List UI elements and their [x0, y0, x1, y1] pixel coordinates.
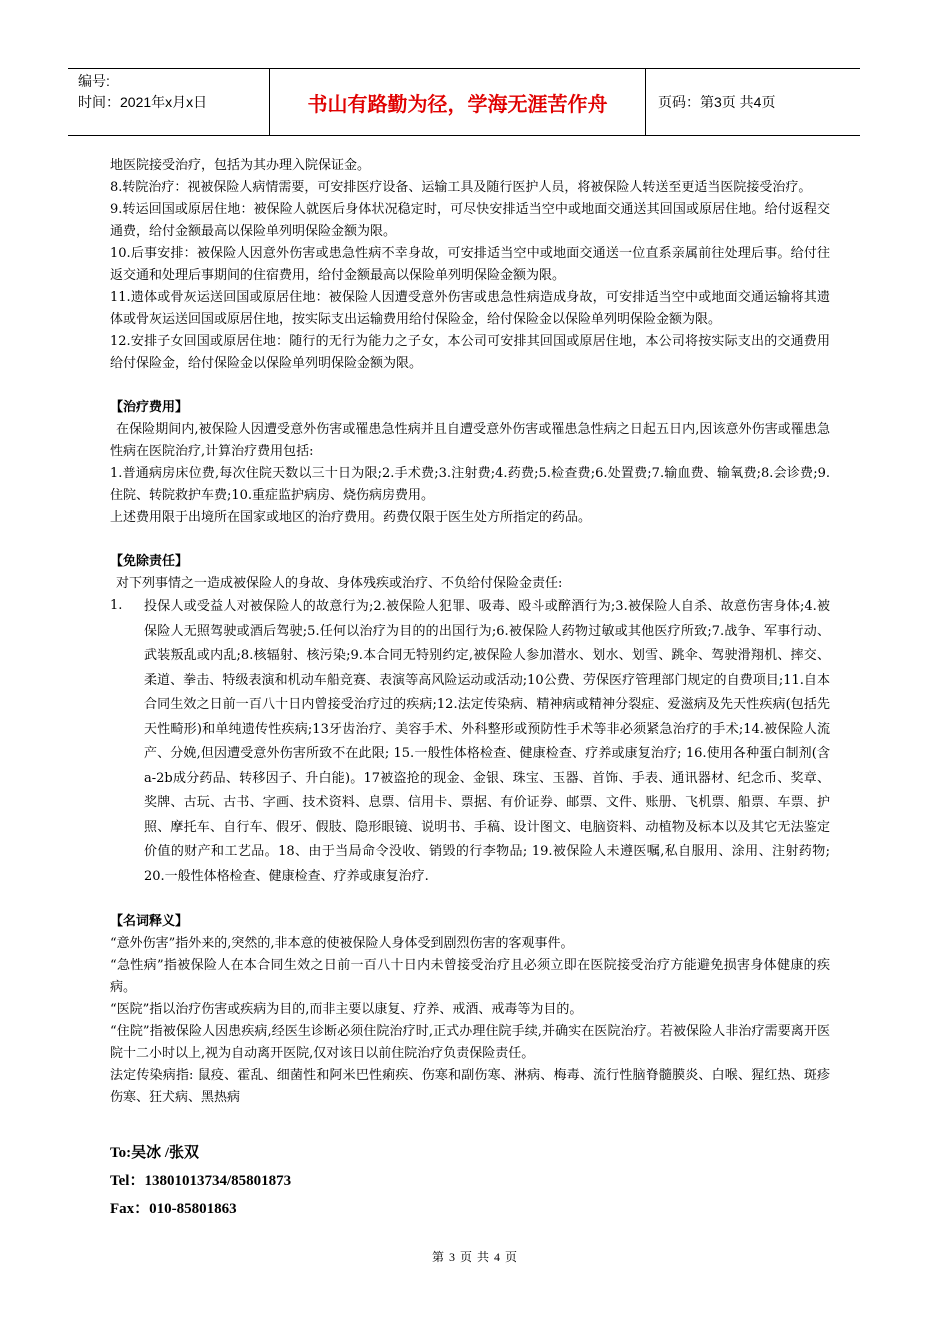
page-header — [68, 68, 860, 136]
assist-paragraph: 12.安排子女回国或原居住地：随行的无行为能力之子女，本公司可安排其回国或原居住地，本公司将按实际支出的交通费用给付保险金，给付保险金以保险单列明保险金额为限。 — [110, 334, 830, 371]
contact-to: To:吴冰 /张双 — [110, 1145, 200, 1161]
contact-fax: Fax：010-85801863 — [110, 1201, 237, 1217]
exclusion-list-item — [110, 595, 830, 889]
assist-paragraph: 8.转院治疗：视被保险人病情需要，可安排医疗设备、运输工具及随行医护人员，将被保险人转送至更适当医院接受治疗。 — [110, 180, 812, 195]
glossary-item: 法定传染病指: 鼠疫、霍乱、细菌性和阿米巴性痢疾、伤寒和副伤寒、淋病、梅毒、流行性脑脊髓膜炎、白喉、猩红热、斑疹伤寒、狂犬病、黑热病 — [110, 1068, 830, 1105]
page-number-label: 页码：第3页 共4页 — [658, 94, 776, 110]
document-body — [110, 155, 830, 1109]
number-label: 编号: — [78, 73, 110, 89]
assist-paragraph: 11.遗体或骨灰运送回国或原居住地：被保险人因遭受意外伤害或患急性病造成身故，可安排适当空中或地面交通运输将其遗体或骨灰运送回国或原居住地，按实际支出运输费用给付保险金，给付保险金以保险单列明保险金额为限。 — [110, 290, 830, 327]
exclusion-text: 投保人或受益人对被保险人的故意行为;2.被保险人犯罪、吸毒、殴斗或醉酒行为;3.被保险人自杀、故意伤害身体;4.被保险人无照驾驶或酒后驾驶;5.任何以治疗为目的的出国行为;6.被保险人药物过敏或其他医疗所致;7.战争、军事行动、武装叛乱或内乱;8.核辐射、核污染;9.本合同无特别约定,被保险人参加潜水、划水、划雪、跳伞、驾驶滑翔机、摔交、柔道、拳击、特级表演和机动车船竞赛、表演等高风险运动或活动;10公费、劳保医疗管理部门规定的自费项目;11.自本合同生效之日前一百八十日内曾接受治疗过的疾病;12.法定传染病、精神病或精神分裂症、爱滋病及先天性疾病(包括先天性畸形)和单纯遗传性疾病;13牙齿治疗、美容手术、外科整形或预防性手术等非必须紧急治疗的手术;14.被保险人流产、分娩,但因遭受意外伤害所致不在此限; 15.一般性体格检查、健康检查、疗养或康复治疗; 16.使用各种蛋白制剂(含a-2b成分药品、转移因子、升白能)。17被盗抢的现金、金银、珠宝、玉器、首饰、手表、通讯器材、纪念币、奖章、奖牌、古玩、古书、字画、技术资料、息票、信用卡、票据、有价证券、邮票、文件、账册、飞机票、船票、车票、护照、摩托车、自行车、假牙、假肢、隐形眼镜、说明书、手稿、设计图文、电脑资料、动植物及标本以及其它无法鉴定价值的财产和工艺品。18、由于当局命令没收、销毁的行李物品; 19.被保险人未遵医嘱,私自服用、涂用、注射药物; 20.一般性体格检查、健康检查、疗养或康复治疗. — [144, 599, 830, 884]
exclusion-intro: 对下列事情之一造成被保险人的身故、身体残疾或治疗、不负给付保险金责任: — [116, 576, 563, 591]
glossary-section-title: 【名词释义】 — [110, 914, 189, 929]
glossary-item: “急性病”指被保险人在本合同生效之日前一百八十日内未曾接受治疗且必须立即在医院接受治疗方能避免损害身体健康的疾病。 — [110, 958, 830, 995]
medical-intro: 在保险期间内,被保险人因遭受意外伤害或罹患急性病并且自遭受意外伤害或罹患急性病之日起五日内,因该意外伤害或罹患急性病在医院治疗,计算治疗费用包括: — [110, 422, 830, 459]
assist-paragraph: 10.后事安排：被保险人因意外伤害或患急性病不幸身故，可安排适当空中或地面交通送一位直系亲属前往处理后事。给付往返交通和处理后事期间的住宿费用，给付金额最高以保险单列明保险金额为限。 — [110, 246, 830, 283]
assist-paragraph: 9.转运回国或原居住地：被保险人就医后身体状况稳定时，可尽快安排适当空中或地面交通送其回国或原居住地。给付返程交通费，给付金额最高以保险单列明保险金额为限。 — [110, 202, 830, 239]
assist-paragraph: 地医院接受治疗，包括为其办理入院保证金。 — [110, 158, 371, 173]
glossary-item: “医院”指以治疗伤害或疾病为目的,而非主要以康复、疗养、戒酒、戒毒等为目的。 — [110, 1002, 583, 1017]
page-footer: 第 3 页 共 4 页 — [431, 1250, 518, 1264]
contact-block — [110, 1139, 291, 1223]
contact-tel: Tel：13801013734/85801873 — [110, 1173, 292, 1189]
medical-section-title: 【治疗费用】 — [110, 400, 189, 415]
header-meta — [68, 69, 270, 135]
list-number: 1. — [110, 598, 123, 613]
glossary-item: “意外伤害”指外来的,突然的,非本意的使被保险人身体受到剧烈伤害的客观事件。 — [110, 936, 574, 951]
medical-items: 1.普通病房床位费,每次住院天数以三十日为限;2.手术费;3.注射费;4.药费;5.检查费;6.处置费;7.输血费、输氧费;8.会诊费;9.住院、转院救护车费;10.重症监护病房、烧伤病房费用。 — [110, 466, 830, 503]
time-label: 时间：2021年x月x日 — [78, 94, 208, 110]
header-motto: 书山有路勤为径，学海无涯苦作舟 — [270, 69, 646, 135]
exclusion-section-title: 【免除责任】 — [110, 554, 189, 569]
glossary-item: “住院”指被保险人因患疾病,经医生诊断必须住院治疗时,正式办理住院手续,并确实在医院治疗。若被保险人非治疗需要离开医院十二小时以上,视为自动离开医院,仅对该日以前住院治疗负责保险责任。 — [110, 1024, 830, 1061]
medical-limit: 上述费用限于出境所在国家或地区的治疗费用。药费仅限于医生处方所指定的药品。 — [110, 510, 592, 525]
